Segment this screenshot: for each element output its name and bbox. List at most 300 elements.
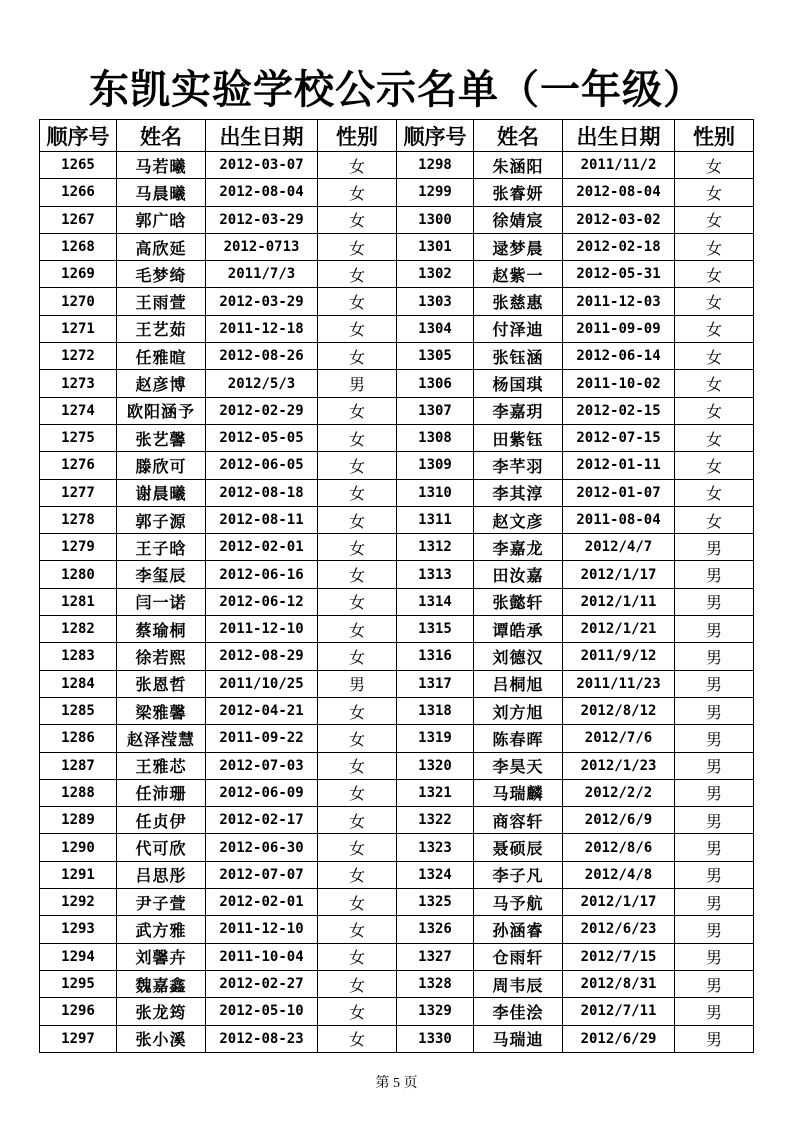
birthdate-cell: 2011/7/3 [206, 261, 318, 288]
name-cell: 李玺辰 [117, 561, 206, 588]
seq-cell: 1275 [40, 424, 117, 451]
name-cell: 张钰涵 [474, 343, 563, 370]
table-row [40, 506, 754, 533]
table-row [40, 916, 754, 943]
table-row [40, 534, 754, 561]
birthdate-cell: 2012-05-31 [563, 261, 675, 288]
name-cell: 周韦辰 [474, 970, 563, 997]
gender-cell: 女 [318, 752, 397, 779]
seq-cell: 1285 [40, 697, 117, 724]
birthdate-cell: 2012-02-15 [563, 397, 675, 424]
seq-cell: 1273 [40, 370, 117, 397]
seq-cell: 1281 [40, 588, 117, 615]
birthdate-cell: 2012/8/12 [563, 697, 675, 724]
name-cell: 王子晗 [117, 534, 206, 561]
name-cell: 滕欣可 [117, 452, 206, 479]
table-row [40, 807, 754, 834]
name-cell: 聂硕辰 [474, 834, 563, 861]
header-birthdate-left: 出生日期 [206, 120, 318, 152]
seq-cell: 1306 [397, 370, 474, 397]
name-cell: 赵紫一 [474, 261, 563, 288]
header-row [40, 120, 754, 152]
gender-cell: 女 [318, 179, 397, 206]
gender-cell: 男 [675, 779, 754, 806]
name-cell: 刘德汉 [474, 643, 563, 670]
name-cell: 魏嘉鑫 [117, 970, 206, 997]
name-cell: 蔡瑜桐 [117, 616, 206, 643]
gender-cell: 男 [318, 370, 397, 397]
name-cell: 李其淳 [474, 479, 563, 506]
gender-cell: 女 [318, 807, 397, 834]
birthdate-cell: 2012-01-07 [563, 479, 675, 506]
gender-cell: 女 [318, 1025, 397, 1052]
table-row [40, 998, 754, 1025]
seq-cell: 1271 [40, 315, 117, 342]
header-seq-left: 顺序号 [40, 120, 117, 152]
gender-cell: 女 [318, 452, 397, 479]
birthdate-cell: 2012-02-18 [563, 233, 675, 260]
birthdate-cell: 2012-06-16 [206, 561, 318, 588]
name-cell: 王雅芯 [117, 752, 206, 779]
gender-cell: 女 [675, 370, 754, 397]
gender-cell: 女 [318, 397, 397, 424]
gender-cell: 女 [675, 152, 754, 179]
birthdate-cell: 2012-02-01 [206, 889, 318, 916]
gender-cell: 女 [318, 943, 397, 970]
table-row [40, 697, 754, 724]
birthdate-cell: 2012/1/21 [563, 616, 675, 643]
header-name-left: 姓名 [117, 120, 206, 152]
table-row [40, 370, 754, 397]
gender-cell: 女 [318, 152, 397, 179]
name-cell: 吕思彤 [117, 861, 206, 888]
gender-cell: 男 [675, 889, 754, 916]
gender-cell: 男 [675, 1025, 754, 1052]
name-cell: 李嘉龙 [474, 534, 563, 561]
birthdate-cell: 2011/11/23 [563, 670, 675, 697]
seq-cell: 1284 [40, 670, 117, 697]
name-cell: 代可欣 [117, 834, 206, 861]
seq-cell: 1300 [397, 206, 474, 233]
seq-cell: 1301 [397, 233, 474, 260]
gender-cell: 男 [675, 643, 754, 670]
gender-cell: 女 [675, 343, 754, 370]
seq-cell: 1289 [40, 807, 117, 834]
birthdate-cell: 2012/6/23 [563, 916, 675, 943]
birthdate-cell: 2012/2/2 [563, 779, 675, 806]
birthdate-cell: 2012/1/17 [563, 561, 675, 588]
gender-cell: 女 [675, 288, 754, 315]
name-cell: 张龙筠 [117, 998, 206, 1025]
seq-cell: 1315 [397, 616, 474, 643]
name-cell: 张慈惠 [474, 288, 563, 315]
gender-cell: 男 [675, 970, 754, 997]
birthdate-cell: 2011-10-04 [206, 943, 318, 970]
birthdate-cell: 2012-06-09 [206, 779, 318, 806]
gender-cell: 女 [675, 179, 754, 206]
header-birthdate-right: 出生日期 [563, 120, 675, 152]
table-row [40, 452, 754, 479]
table-row [40, 315, 754, 342]
roster-table [39, 119, 754, 1053]
name-cell: 商容轩 [474, 807, 563, 834]
table-row [40, 206, 754, 233]
gender-cell: 女 [675, 506, 754, 533]
seq-cell: 1265 [40, 152, 117, 179]
gender-cell: 女 [318, 534, 397, 561]
birthdate-cell: 2011-12-03 [563, 288, 675, 315]
seq-cell: 1318 [397, 697, 474, 724]
name-cell: 付泽迪 [474, 315, 563, 342]
name-cell: 李芊羽 [474, 452, 563, 479]
name-cell: 马晨曦 [117, 179, 206, 206]
page-number: 第 5 页 [375, 1076, 418, 1091]
header-name-right: 姓名 [474, 120, 563, 152]
name-cell: 马若曦 [117, 152, 206, 179]
gender-cell: 女 [318, 970, 397, 997]
header-seq-right: 顺序号 [397, 120, 474, 152]
gender-cell: 女 [318, 561, 397, 588]
table-row [40, 861, 754, 888]
birthdate-cell: 2011-12-10 [206, 916, 318, 943]
birthdate-cell: 2012-03-29 [206, 288, 318, 315]
seq-cell: 1304 [397, 315, 474, 342]
seq-cell: 1270 [40, 288, 117, 315]
seq-cell: 1295 [40, 970, 117, 997]
birthdate-cell: 2012-08-23 [206, 1025, 318, 1052]
name-cell: 逯梦晨 [474, 233, 563, 260]
seq-cell: 1313 [397, 561, 474, 588]
name-cell: 李嘉玥 [474, 397, 563, 424]
gender-cell: 男 [675, 752, 754, 779]
birthdate-cell: 2011-09-22 [206, 725, 318, 752]
seq-cell: 1321 [397, 779, 474, 806]
name-cell: 王艺茹 [117, 315, 206, 342]
gender-cell: 女 [318, 424, 397, 451]
birthdate-cell: 2012-04-21 [206, 697, 318, 724]
name-cell: 吕桐旭 [474, 670, 563, 697]
gender-cell: 女 [318, 861, 397, 888]
seq-cell: 1329 [397, 998, 474, 1025]
name-cell: 朱涵阳 [474, 152, 563, 179]
table-row [40, 233, 754, 260]
seq-cell: 1288 [40, 779, 117, 806]
gender-cell: 女 [675, 479, 754, 506]
birthdate-cell: 2012/1/11 [563, 588, 675, 615]
table-row [40, 752, 754, 779]
birthdate-cell: 2012-0713 [206, 233, 318, 260]
table-row [40, 288, 754, 315]
birthdate-cell: 2012-08-29 [206, 643, 318, 670]
table-row [40, 588, 754, 615]
name-cell: 谭皓承 [474, 616, 563, 643]
gender-cell: 女 [318, 588, 397, 615]
seq-cell: 1278 [40, 506, 117, 533]
birthdate-cell: 2012-08-26 [206, 343, 318, 370]
gender-cell: 女 [675, 261, 754, 288]
gender-cell: 女 [675, 315, 754, 342]
table-row [40, 725, 754, 752]
seq-cell: 1312 [397, 534, 474, 561]
name-cell: 张懿轩 [474, 588, 563, 615]
birthdate-cell: 2012-06-05 [206, 452, 318, 479]
birthdate-cell: 2012-07-07 [206, 861, 318, 888]
gender-cell: 女 [675, 452, 754, 479]
birthdate-cell: 2012-02-27 [206, 970, 318, 997]
seq-cell: 1266 [40, 179, 117, 206]
gender-cell: 女 [318, 834, 397, 861]
gender-cell: 女 [318, 725, 397, 752]
name-cell: 郭广晗 [117, 206, 206, 233]
birthdate-cell: 2012/4/7 [563, 534, 675, 561]
birthdate-cell: 2012-05-10 [206, 998, 318, 1025]
table-row [40, 643, 754, 670]
table-row [40, 779, 754, 806]
seq-cell: 1267 [40, 206, 117, 233]
gender-cell: 女 [318, 343, 397, 370]
birthdate-cell: 2011-09-09 [563, 315, 675, 342]
seq-cell: 1280 [40, 561, 117, 588]
gender-cell: 男 [675, 561, 754, 588]
gender-cell: 女 [318, 206, 397, 233]
seq-cell: 1317 [397, 670, 474, 697]
table-row [40, 561, 754, 588]
gender-cell: 女 [675, 397, 754, 424]
page-title: 东凯实验学校公示名单（一年级） [89, 66, 704, 113]
birthdate-cell: 2012-01-11 [563, 452, 675, 479]
name-cell: 陈春晖 [474, 725, 563, 752]
gender-cell: 男 [675, 725, 754, 752]
seq-cell: 1303 [397, 288, 474, 315]
table-row [40, 397, 754, 424]
seq-cell: 1308 [397, 424, 474, 451]
name-cell: 李昊天 [474, 752, 563, 779]
gender-cell: 女 [318, 261, 397, 288]
table-row [40, 152, 754, 179]
birthdate-cell: 2012/7/11 [563, 998, 675, 1025]
table-row [40, 889, 754, 916]
birthdate-cell: 2011-08-04 [563, 506, 675, 533]
seq-cell: 1276 [40, 452, 117, 479]
name-cell: 徐婧宸 [474, 206, 563, 233]
name-cell: 王雨萱 [117, 288, 206, 315]
seq-cell: 1291 [40, 861, 117, 888]
birthdate-cell: 2012-03-02 [563, 206, 675, 233]
gender-cell: 男 [675, 834, 754, 861]
seq-cell: 1290 [40, 834, 117, 861]
name-cell: 欧阳涵予 [117, 397, 206, 424]
birthdate-cell: 2012-02-17 [206, 807, 318, 834]
gender-cell: 男 [675, 943, 754, 970]
gender-cell: 女 [675, 206, 754, 233]
name-cell: 任沛珊 [117, 779, 206, 806]
name-cell: 赵彦博 [117, 370, 206, 397]
name-cell: 赵文彦 [474, 506, 563, 533]
birthdate-cell: 2012-06-12 [206, 588, 318, 615]
birthdate-cell: 2011/10/25 [206, 670, 318, 697]
name-cell: 闫一诺 [117, 588, 206, 615]
table-row [40, 343, 754, 370]
seq-cell: 1326 [397, 916, 474, 943]
table-row [40, 479, 754, 506]
seq-cell: 1309 [397, 452, 474, 479]
gender-cell: 男 [318, 670, 397, 697]
name-cell: 李佳浍 [474, 998, 563, 1025]
gender-cell: 男 [675, 998, 754, 1025]
table-row [40, 970, 754, 997]
name-cell: 马瑞迪 [474, 1025, 563, 1052]
gender-cell: 女 [675, 424, 754, 451]
name-cell: 田紫钰 [474, 424, 563, 451]
seq-cell: 1314 [397, 588, 474, 615]
seq-cell: 1293 [40, 916, 117, 943]
name-cell: 任雅暄 [117, 343, 206, 370]
table-row [40, 1025, 754, 1052]
seq-cell: 1282 [40, 616, 117, 643]
name-cell: 马予航 [474, 889, 563, 916]
seq-cell: 1277 [40, 479, 117, 506]
gender-cell: 男 [675, 861, 754, 888]
birthdate-cell: 2012-05-05 [206, 424, 318, 451]
gender-cell: 女 [318, 889, 397, 916]
seq-cell: 1302 [397, 261, 474, 288]
seq-cell: 1319 [397, 725, 474, 752]
seq-cell: 1283 [40, 643, 117, 670]
gender-cell: 男 [675, 807, 754, 834]
name-cell: 张艺馨 [117, 424, 206, 451]
birthdate-cell: 2012-08-04 [563, 179, 675, 206]
seq-cell: 1310 [397, 479, 474, 506]
birthdate-cell: 2011-12-10 [206, 616, 318, 643]
birthdate-cell: 2012-03-07 [206, 152, 318, 179]
birthdate-cell: 2012-08-04 [206, 179, 318, 206]
birthdate-cell: 2012-06-30 [206, 834, 318, 861]
gender-cell: 男 [675, 588, 754, 615]
birthdate-cell: 2012-06-14 [563, 343, 675, 370]
seq-cell: 1279 [40, 534, 117, 561]
birthdate-cell: 2012/7/6 [563, 725, 675, 752]
name-cell: 刘馨卉 [117, 943, 206, 970]
birthdate-cell: 2012-08-11 [206, 506, 318, 533]
table-row [40, 424, 754, 451]
seq-cell: 1316 [397, 643, 474, 670]
birthdate-cell: 2012-02-01 [206, 534, 318, 561]
table-row [40, 834, 754, 861]
seq-cell: 1297 [40, 1025, 117, 1052]
gender-cell: 男 [675, 916, 754, 943]
name-cell: 仓雨轩 [474, 943, 563, 970]
birthdate-cell: 2012/7/15 [563, 943, 675, 970]
seq-cell: 1311 [397, 506, 474, 533]
gender-cell: 女 [318, 779, 397, 806]
birthdate-cell: 2012/8/31 [563, 970, 675, 997]
name-cell: 李子凡 [474, 861, 563, 888]
name-cell: 刘方旭 [474, 697, 563, 724]
birthdate-cell: 2012-03-29 [206, 206, 318, 233]
name-cell: 赵泽滢慧 [117, 725, 206, 752]
seq-cell: 1268 [40, 233, 117, 260]
seq-cell: 1286 [40, 725, 117, 752]
seq-cell: 1292 [40, 889, 117, 916]
birthdate-cell: 2012/5/3 [206, 370, 318, 397]
gender-cell: 女 [318, 479, 397, 506]
name-cell: 谢晨曦 [117, 479, 206, 506]
birthdate-cell: 2011/11/2 [563, 152, 675, 179]
birthdate-cell: 2012-07-03 [206, 752, 318, 779]
name-cell: 孙涵睿 [474, 916, 563, 943]
seq-cell: 1327 [397, 943, 474, 970]
birthdate-cell: 2011/9/12 [563, 643, 675, 670]
seq-cell: 1307 [397, 397, 474, 424]
seq-cell: 1272 [40, 343, 117, 370]
gender-cell: 男 [675, 670, 754, 697]
birthdate-cell: 2012/4/8 [563, 861, 675, 888]
seq-cell: 1328 [397, 970, 474, 997]
header-gender-right: 性别 [675, 120, 754, 152]
table-row [40, 670, 754, 697]
table-row [40, 179, 754, 206]
gender-cell: 女 [318, 506, 397, 533]
seq-cell: 1320 [397, 752, 474, 779]
name-cell: 郭子源 [117, 506, 206, 533]
seq-cell: 1322 [397, 807, 474, 834]
name-cell: 尹子萱 [117, 889, 206, 916]
birthdate-cell: 2012-08-18 [206, 479, 318, 506]
gender-cell: 女 [318, 916, 397, 943]
gender-cell: 女 [318, 643, 397, 670]
name-cell: 马瑞麟 [474, 779, 563, 806]
seq-cell: 1324 [397, 861, 474, 888]
gender-cell: 男 [675, 616, 754, 643]
table-row [40, 261, 754, 288]
name-cell: 武方雅 [117, 916, 206, 943]
name-cell: 张恩哲 [117, 670, 206, 697]
birthdate-cell: 2012/1/23 [563, 752, 675, 779]
gender-cell: 女 [318, 233, 397, 260]
roster-body [40, 152, 754, 1053]
seq-cell: 1274 [40, 397, 117, 424]
gender-cell: 女 [318, 616, 397, 643]
name-cell: 高欣延 [117, 233, 206, 260]
birthdate-cell: 2012/6/29 [563, 1025, 675, 1052]
birthdate-cell: 2012-07-15 [563, 424, 675, 451]
name-cell: 田汝嘉 [474, 561, 563, 588]
seq-cell: 1305 [397, 343, 474, 370]
seq-cell: 1299 [397, 179, 474, 206]
gender-cell: 女 [318, 315, 397, 342]
birthdate-cell: 2012/8/6 [563, 834, 675, 861]
name-cell: 任贞伊 [117, 807, 206, 834]
seq-cell: 1298 [397, 152, 474, 179]
gender-cell: 男 [675, 697, 754, 724]
seq-cell: 1330 [397, 1025, 474, 1052]
name-cell: 杨国琪 [474, 370, 563, 397]
table-row [40, 943, 754, 970]
seq-cell: 1294 [40, 943, 117, 970]
gender-cell: 女 [318, 998, 397, 1025]
birthdate-cell: 2012/1/17 [563, 889, 675, 916]
name-cell: 徐若熙 [117, 643, 206, 670]
seq-cell: 1287 [40, 752, 117, 779]
header-gender-left: 性别 [318, 120, 397, 152]
name-cell: 毛梦绮 [117, 261, 206, 288]
seq-cell: 1269 [40, 261, 117, 288]
birthdate-cell: 2012-02-29 [206, 397, 318, 424]
gender-cell: 女 [318, 697, 397, 724]
name-cell: 张睿妍 [474, 179, 563, 206]
gender-cell: 女 [675, 233, 754, 260]
birthdate-cell: 2012/6/9 [563, 807, 675, 834]
